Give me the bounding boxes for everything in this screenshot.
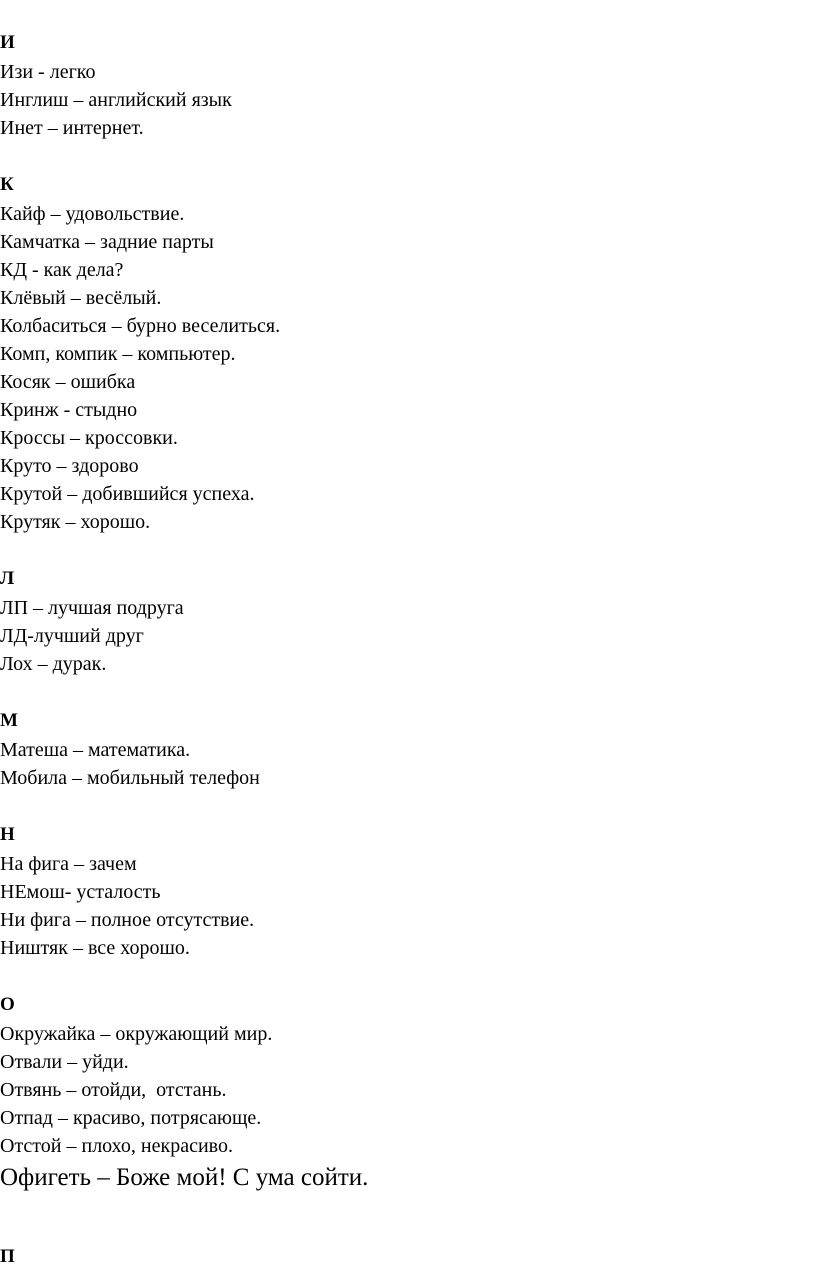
glossary-entry: Ни фига – полное отсутствие. bbox=[0, 909, 255, 931]
glossary-entry: КД - как дела? bbox=[0, 259, 124, 281]
glossary-entry: Косяк – ошибка bbox=[0, 371, 136, 393]
section-spacer bbox=[0, 962, 816, 990]
glossary-entry: ЛП – лучшая подруга bbox=[0, 597, 184, 619]
section-spacer bbox=[0, 678, 816, 706]
glossary-entry: Комп, компик – компьютер. bbox=[0, 343, 236, 365]
glossary-entry: Мобила – мобильный телефон bbox=[0, 767, 260, 789]
glossary-entry: Изи - легко bbox=[0, 61, 96, 83]
glossary-entry: Инглиш – английский язык bbox=[0, 89, 232, 111]
glossary-entry: Клёвый – весёлый. bbox=[0, 287, 162, 309]
glossary-entry: Крутяк – хорошо. bbox=[0, 511, 151, 533]
section-heading: И bbox=[0, 32, 15, 53]
glossary-entry: Отстой – плохо, некрасиво. bbox=[0, 1135, 233, 1157]
glossary-entry: НЕмош- усталость bbox=[0, 881, 161, 903]
section-heading: П bbox=[0, 1246, 15, 1267]
glossary-entry: Отпад – красиво, потрясающе. bbox=[0, 1107, 262, 1129]
glossary-entry: Крутой – добившийся успеха. bbox=[0, 483, 255, 505]
section-heading: О bbox=[0, 994, 15, 1015]
glossary-entry: Кроссы – кроссовки. bbox=[0, 427, 178, 449]
glossary-entry: Камчатка – задние парты bbox=[0, 231, 214, 253]
glossary-entry: Офигеть – Боже мой! С ума сойти. bbox=[0, 1164, 369, 1191]
glossary-entry: Кринж - стыдно bbox=[0, 399, 138, 421]
section-k bbox=[0, 170, 816, 536]
document-body bbox=[0, 28, 816, 1272]
section-heading: Л bbox=[0, 568, 15, 589]
section-heading: К bbox=[0, 174, 14, 195]
glossary-entry: Круто – здорово bbox=[0, 455, 139, 477]
section-i bbox=[0, 28, 816, 142]
glossary-entry: Колбаситься – бурно веселиться. bbox=[0, 315, 281, 337]
section-spacer bbox=[0, 1196, 816, 1242]
section-p bbox=[0, 1242, 816, 1272]
section-l bbox=[0, 564, 816, 678]
glossary-entry: На фига – зачем bbox=[0, 853, 137, 875]
section-n bbox=[0, 820, 816, 962]
glossary-entry: Кайф – удовольствие. bbox=[0, 203, 185, 225]
glossary-entry: Матеша – математика. bbox=[0, 739, 191, 761]
glossary-entry: Инет – интернет. bbox=[0, 117, 144, 139]
glossary-entry: Отвянь – отойди, отстань. bbox=[0, 1079, 227, 1101]
section-m bbox=[0, 706, 816, 792]
glossary-entry: Лох – дурак. bbox=[0, 653, 107, 675]
section-heading: Н bbox=[0, 824, 15, 845]
glossary-entry: ЛД-лучший друг bbox=[0, 625, 144, 647]
section-heading: М bbox=[0, 710, 18, 731]
section-spacer bbox=[0, 536, 816, 564]
section-o bbox=[0, 990, 816, 1196]
glossary-entry: Окружайка – окружающий мир. bbox=[0, 1023, 273, 1045]
glossary-entry: Ништяк – все хорошо. bbox=[0, 937, 190, 959]
glossary-entry: Отвали – уйди. bbox=[0, 1051, 129, 1073]
section-spacer bbox=[0, 142, 816, 170]
section-spacer bbox=[0, 792, 816, 820]
